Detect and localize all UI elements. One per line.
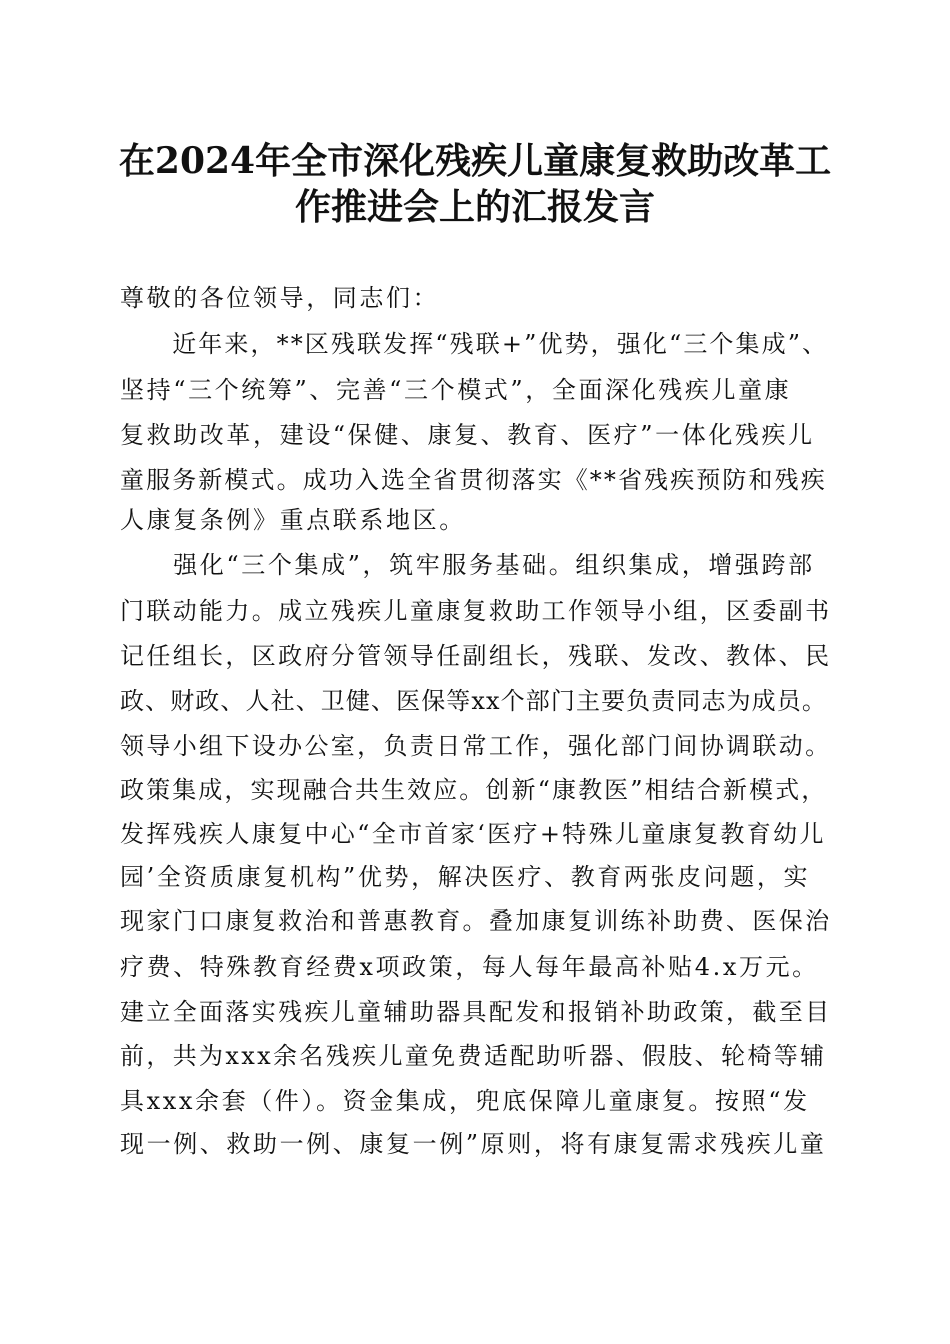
document-title-line-1: 在2024年全市深化残疾儿童康复救助改革工 (118, 140, 832, 182)
body-line: 人康复条例》重点联系地区。 (120, 506, 466, 534)
body-line: 近年来，**区残联发挥“残联+”优势，强化“三个集成”、 (120, 330, 829, 358)
body-line: 现一例、救助一例、康复一例”原则，将有康复需求残疾儿童 (120, 1130, 827, 1158)
body-line: 园’全资质康复机构”优势，解决医疗、教育两张皮问题，实 (120, 863, 811, 891)
body-line: 建立全面落实残疾儿童辅助器具配发和报销补助政策，截至目 (120, 998, 832, 1026)
body-line: 坚持“三个统筹”、完善“三个模式”，全面深化残疾儿童康 (120, 376, 792, 404)
body-line: 复救助改革，建设“保健、康复、教育、医疗”一体化残疾儿 (120, 421, 815, 449)
body-line: 领导小组下设办公室，负责日常工作，强化部门间协调联动。 (120, 732, 832, 760)
body-line: 疗费、特殊教育经费x项政策，每人每年最高补贴4.x万元。 (120, 953, 819, 981)
body-line: 前，共为xxx余名残疾儿童免费适配助听器、假肢、轮椅等辅 (120, 1042, 827, 1070)
body-line: 政策集成，实现融合共生效应。创新“康教医”相结合新模式， (120, 776, 828, 804)
body-line: 具xxx余套（件）。资金集成，兜底保障儿童康复。按照“发 (120, 1087, 810, 1115)
document-title-line-2: 作推进会上的汇报发言 (294, 186, 655, 228)
body-line: 尊敬的各位领导，同志们： (120, 284, 440, 312)
body-line: 门联动能力。成立残疾儿童康复救助工作领导小组，区委副书 (120, 597, 832, 625)
body-line: 童服务新模式。成功入选全省贯彻落实《**省残疾预防和残疾 (120, 466, 827, 494)
body-line: 发挥残疾人康复中心“全市首家‘医疗+特殊儿童康复教育幼儿 (120, 820, 826, 848)
body-line: 记任组长，区政府分管领导任副组长，残联、发改、教体、民 (120, 642, 832, 670)
body-line: 现家门口康复救治和普惠教育。叠加康复训练补助费、医保治 (120, 907, 832, 935)
body-line: 强化“三个集成”，筑牢服务基础。组织集成，增强跨部 (120, 551, 815, 579)
body-line: 政、财政、人社、卫健、医保等xx个部门主要负责同志为成员。 (120, 687, 827, 715)
